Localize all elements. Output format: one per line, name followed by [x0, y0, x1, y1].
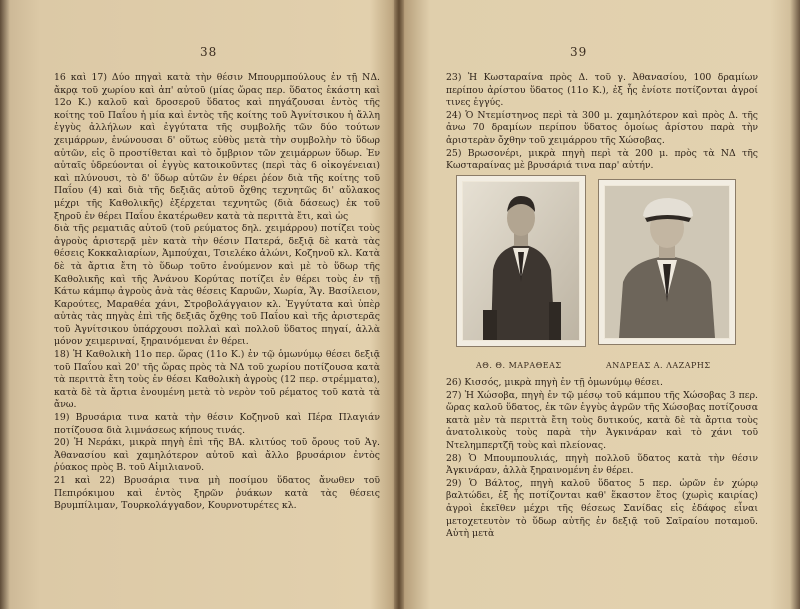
paragraph: 29) Ὁ Βάλτος, πηγὴ καλοῦ ὕδατος 5 περ. ὡρῶν ἐν χώρῳ βαλτώδει, ἐξ ἧς ποτίζονται καθ' ἕκαστον ἔτος (χωρὶς καιρίας) ἀγροὶ ἐκεῖθεν μέχρι τῆς θέσεως Σανίδας εἰς ἐδάφος εἶναι μετοχετευτὸν τὸ ὕδωρ αὐτῆς ἐν δεξιᾷ τοῦ Σαϊραίου ποταμοῦ. Αὐτὴ μετὰ — [446, 477, 758, 540]
paragraph: 16 καὶ 17) Δύο πηγαὶ κατὰ τὴν θέσιν Μπουρμπούλους ἐν τῇ ΝΔ. ἄκρᾳ τοῦ χωρίου καὶ ἀπ' αὐτοῦ (μίας ὥρας περ. ὕδατος ἑκάστη καὶ 12ο Κ.) καλοῦ καὶ δροσεροῦ ὕδατος καὶ πηγάζουσαι ἐντὸς τῆς κοίτης τοῦ Παΐου ἡ μία καὶ ἐντὸς τῆς κοίτης τοῦ Ἀγνίτσικου ἡ ἄλλη ἐγγὺς ἀλλήλων καὶ ἐγγύτατα τῆς συμβολῆς τῶν δύο τούτων χειμάρρων, ἑνώνουσαι δ' οὕτως εὐθὺς μετὰ τὴν συμβολὴν τὸ ὕδωρ αὐτῶν, εἰς ὃ προστίθεται καὶ τὸ ὄμβριον τῶν χειμάρρων ὕδωρ. Ἐν αὐταῖς ὑδρεύονται οἱ ἐγγὺς κατοικοῦντες (περὶ τὰς 6 οἰκογένειαι) καὶ πλύνουσι, τὸ δ' ὕδωρ αὐτῶν ἐν θέρει ῥέον διὰ τῆς κοίτης τοῦ Παΐου (4) καὶ διὰ τῆς δεξιᾶς αὐτοῦ ὄχθης τεχνητῶς δι' αὔλακος μέχρι τῆς Καθολικῆς) ἐξέρχεται τεχνητῶς (διὰ δάσεως) ἐκ τοῦ ξηροῦ ἐν θέρει Παΐου ἑκατέρωθεν κατὰ τὰ περιττὰ ἔτι, καὶ ὡς — [54, 72, 380, 222]
portrait-photo-2 — [598, 179, 736, 345]
book-spine — [394, 0, 404, 609]
paragraph: 25) Βρωσονέρι, μικρὰ πηγὴ περὶ τὰ 200 μ. πρὸς τὰ ΝΔ τῆς Κωσταραίνας μὲ βρυσάριά τινα παρ' αὐτήν. — [446, 147, 758, 172]
right-page-text-top — [446, 72, 758, 173]
portrait-photo-1 — [456, 175, 586, 347]
paragraph: 21 καὶ 22) Βρυσάρια τινα μὴ ποσίμου ὕδατος ἄνωθεν τοῦ Πεπιρόκιμου καὶ ἐντὸς ξηρῶν ῥυάκων κατὰ τὰς θέσεις Βρυμπίλιμαν, Τουρκολάγγαδον, Κουρνοτυρέτες κλ. — [54, 475, 380, 512]
paragraph: 19) Βρυσάρια τινα κατὰ τὴν θέσιν Κοζηνοῦ καὶ Πέρα Πλαγιάν ποτίζουσα διὰ λιμνάσεως κήπους τινάς. — [54, 412, 380, 436]
paragraph: 18) Ἡ Καθολικὴ 11ο περ. ὥρας (11ο Κ.) ἐν τῷ ὁμωνύμῳ θέσει δεξιᾷ τοῦ Παΐου καὶ 20' τῆς ὥρας πρὸς τὰ ΝΔ τοῦ χωρίου ποτίζουσα κατὰ τὰ περιττὰ ἔτη τοὺς ἐν θέσει Καθολικὴ ἀγροὺς (12 περ. στρέμματα), κατὰ δὲ τὰ ἄρτια ἑνουμένη μετὰ τὸ νερὸν τοῦ ρέματος τοῦ κατὰ τὰ ἄνω. — [54, 349, 380, 411]
paragraph: 23) Ἡ Κωσταραίνα πρὸς Δ. τοῦ γ. Ἀθανασίου, 100 δραμίων περίπου ἀρίστου ὕδατος (11ο Κ.), ἐξ ἧς ἐνίοτε ποτίζονται ἀγροί τινες ἐγγύς. — [446, 72, 758, 109]
left-page — [10, 0, 395, 609]
portrait-photos — [456, 175, 776, 370]
paragraph: 28) Ὁ Μπουμπουλιάς, πηγὴ πολλοῦ ὕδατος κατὰ τὴν θέσιν Ἀγκινάραν, ἀλλὰ ξηραινομένη ἐν θέρει. — [446, 452, 758, 477]
paragraph: 24) Ὁ Ντεμίστηνος περὶ τὰ 300 μ. χαμηλότερον καὶ πρὸς Δ. τῆς ἀνω 70 δραμίων περίπου ὕδατος ὁμοίως ἀρίστου παρὰ τὴν ἀριστερὰν ὄχθην τοῦ χειμάρρου τῆς Χώσοβας. — [446, 109, 758, 146]
photo-caption: ΑΘ. Θ. ΜΑΡΑΘΕΑΣ — [476, 361, 562, 370]
right-page — [402, 0, 794, 609]
paragraph: διὰ τῆς ρεματιᾶς αὐτοῦ (τοῦ ρεύματος δηλ. χειμάρρου) ποτίζει τοὺς ἀγροὺς ἀριστερᾷ μὲν κατὰ τὴν θέσιν Πατερά, δεξιᾷ δὲ κατὰ τὰς θέσεις Κοκκαλιαρίων, Ἀμπούχαι, Τσιελέκο ἀλώνι, Κοζηνοῦ κλ. Κατὰ δὲ τὰ ἄρτια ἔτη τὸ ὕδωρ τοῦτο ἑνούμενον καὶ μὲ τὸ ὕδωρ τῆς Καθολικῆς καὶ τῆς Ἀνάνου Κορύτας ποτίζει ἐν θέρει τοὺς ἐν τῇ Κάτω κάμπῳ ἀγροὺς ἀνὰ τὰς θέσεις Καρυῶν, Χωρία, Ἅγ. Βασίλειον, Καρούτες, Μαραθέα χάνι, Στροβολάγγαιον κλ. Ἐγγύτατα καὶ ὑπὲρ αὐτὰς τὰς πηγὰς ἐπὶ τῆς δεξιᾶς ὄχθης τοῦ Παΐου καὶ τῆς ἀριστερᾶς τοῦ Ἀγνίτσικου ὑπάρχουσι πολλαὶ καὶ πολλοῦ ὕδατος πηγαί, ἀλλὰ μόνον χειμεριναί, ξηραινόμεναι ἐν θέρει. — [54, 223, 380, 348]
paragraph: 27) Ἡ Χώσοβα, πηγὴ ἐν τῷ μέσῳ τοῦ κάμπου τῆς Χώσοβας 3 περ. ὥρας καλοῦ ὕδατος, ἐκ τῶν ἐγγὺς ἀγρῶν τῆς Χώσοβας ποτίζουσα κατὰ μὲν τὰ περιττὰ ἔτη τοὺς δυτικούς, κατὰ δὲ τὰ ἄρτια τοὺς ἀνατολικοὺς τοὺς παρὰ τὴν Ἀγκινάραν καὶ τὸ χάνι τοῦ Ντελημπερτζῆ τοὺς καὶ πλείονας. — [446, 389, 758, 451]
right-page-text-bottom — [446, 377, 758, 541]
page-number: 38 — [200, 45, 218, 59]
page-number: 39 — [570, 45, 588, 59]
paragraph: 26) Κισσός, μικρὰ πηγὴ ἐν τῇ ὁμωνύμῳ θέσει. — [446, 377, 663, 388]
photo-caption: ΑΝΔΡΕΑΣ Α. ΛΑΖΑΡΗΣ — [606, 361, 711, 370]
left-page-text — [54, 72, 380, 513]
paragraph: 20) Ἡ Νεράκι, μικρὰ πηγὴ ἐπὶ τῆς ΒΑ. κλιτύος τοῦ ὄρους τοῦ Ἁγ. Ἀθανασίου καὶ χαμηλότερον αὐτοῦ καὶ ἄλλο βρυσάριον ἐντὸς ῥύακος πρὸς Β. τοῦ Αἰμιλιανοῦ. — [54, 437, 380, 474]
